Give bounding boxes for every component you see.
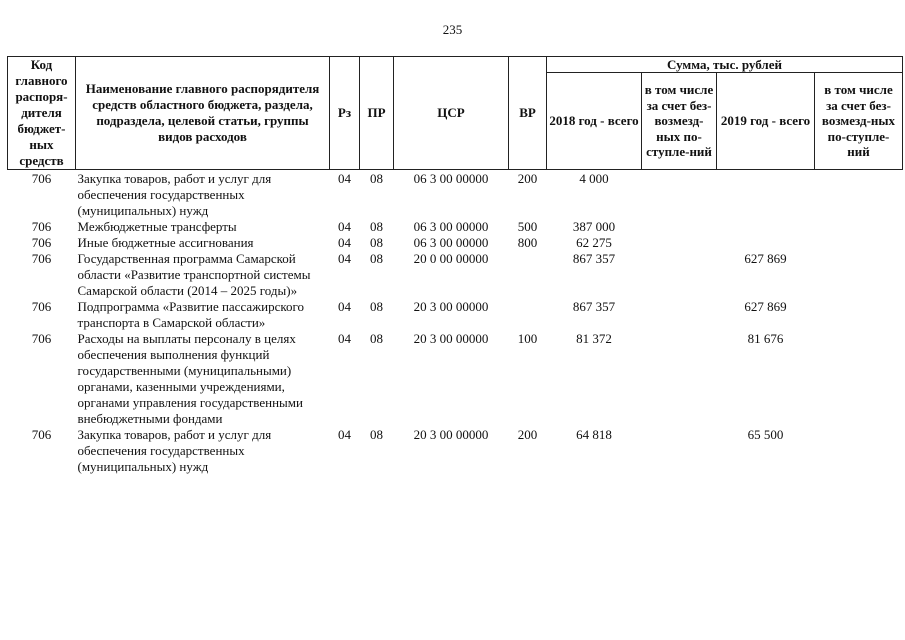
cell-2019-total: 65 500	[747, 427, 784, 442]
cell-code: 706	[31, 331, 52, 346]
cell-rz: 04	[338, 235, 351, 250]
table-row	[8, 251, 903, 299]
cell-2018-total: 64 818	[576, 427, 612, 442]
cell-2019-total	[717, 235, 815, 251]
cell-name: Межбюджетные трансферты	[77, 219, 237, 234]
page-number: 235	[442, 22, 463, 37]
cell-csr: 20 3 00 00000	[413, 299, 489, 314]
cell-2018-total: 387 000	[572, 219, 616, 234]
table-row	[8, 170, 903, 220]
header-code: Код главного распоря-дителя бюджет-ных средств	[8, 57, 76, 170]
cell-2018-total: 81 372	[576, 331, 612, 346]
header-csr: ЦСР	[394, 57, 509, 170]
cell-rz: 04	[338, 331, 351, 346]
cell-rz: 04	[338, 427, 351, 442]
cell-pr: 08	[370, 219, 383, 234]
header-2019-free: в том числе за счет без-возмезд-ных по-ступле-ний	[815, 73, 903, 170]
cell-csr: 20 3 00 00000	[413, 331, 489, 346]
cell-code: 706	[31, 299, 52, 314]
cell-vr	[509, 299, 547, 331]
cell-2018-total: 867 357	[572, 299, 616, 314]
cell-code: 706	[31, 219, 52, 234]
cell-code: 706	[31, 251, 52, 266]
table-row	[8, 331, 903, 427]
cell-vr: 100	[517, 331, 538, 346]
cell-pr: 08	[370, 251, 383, 266]
cell-vr: 800	[517, 235, 538, 250]
cell-pr: 08	[370, 299, 383, 314]
cell-pr: 08	[370, 235, 383, 250]
cell-2019-free	[815, 219, 903, 235]
cell-2018-free	[642, 235, 717, 251]
table-row	[8, 299, 903, 331]
cell-csr: 06 3 00 00000	[413, 235, 489, 250]
header-pr: ПР	[360, 57, 394, 170]
cell-2018-free	[642, 219, 717, 235]
cell-2018-free	[642, 170, 717, 220]
cell-rz: 04	[338, 299, 351, 314]
cell-2019-total: 627 869	[744, 299, 787, 314]
cell-2019-free	[815, 235, 903, 251]
cell-vr: 200	[517, 427, 538, 442]
cell-pr: 08	[370, 331, 383, 346]
cell-name: Закупка товаров, работ и услуг для обеспечения государственных (муниципальных) нужд	[77, 171, 272, 218]
cell-2019-total	[717, 219, 815, 235]
cell-name: Подпрограмма «Развитие пассажирского транспорта в Самарской области»	[77, 299, 305, 330]
cell-2018-free	[642, 299, 717, 331]
table-row	[8, 235, 903, 251]
cell-2019-total: 81 676	[747, 331, 784, 346]
cell-vr: 200	[517, 171, 538, 186]
cell-code: 706	[31, 427, 52, 442]
cell-2018-free	[642, 427, 717, 475]
table-body	[8, 170, 903, 476]
cell-rz: 04	[338, 251, 351, 266]
cell-rz: 04	[338, 171, 351, 186]
cell-name: Иные бюджетные ассигнования	[77, 235, 254, 250]
header-rz: Рз	[330, 57, 360, 170]
header-name: Наименование главного распорядителя средств областного бюджета, раздела, подраздела, целевой статьи, группы видов расходов	[76, 57, 330, 170]
cell-csr: 20 0 00 00000	[413, 251, 489, 266]
cell-pr: 08	[370, 427, 383, 442]
cell-2018-free	[642, 251, 717, 299]
cell-code: 706	[31, 235, 52, 250]
header-2019-total: 2019 год - всего	[717, 73, 815, 170]
cell-2018-total: 62 275	[576, 235, 612, 250]
table-row	[8, 219, 903, 235]
cell-vr: 500	[517, 219, 538, 234]
table-row	[8, 427, 903, 475]
table-header	[8, 57, 903, 170]
header-sum: Сумма, тыс. рублей	[547, 57, 903, 73]
budget-table	[7, 56, 903, 475]
header-2018-total: 2018 год - всего	[547, 73, 642, 170]
cell-2019-total	[717, 170, 815, 220]
cell-2019-free	[815, 299, 903, 331]
cell-name: Государственная программа Самарской области «Развитие транспортной системы Самарской области (2014 – 2025 годы)»	[77, 251, 311, 298]
header-2018-free: в том числе за счет без-возмезд-ных по-ступле-ний	[642, 73, 717, 170]
cell-rz: 04	[338, 219, 351, 234]
cell-csr: 06 3 00 00000	[413, 171, 489, 186]
cell-2018-free	[642, 331, 717, 427]
cell-vr	[509, 251, 547, 299]
cell-2018-total: 4 000	[579, 171, 609, 186]
header-vr: ВР	[509, 57, 547, 170]
cell-csr: 06 3 00 00000	[413, 219, 489, 234]
cell-name: Закупка товаров, работ и услуг для обеспечения государственных (муниципальных) нужд	[77, 427, 272, 474]
cell-pr: 08	[370, 171, 383, 186]
cell-2019-total: 627 869	[744, 251, 787, 266]
cell-name: Расходы на выплаты персоналу в целях обеспечения выполнения функций государственными (муниципальными) органами, казенными учреждениями, органами управления государственными внебюджетными фондами	[77, 331, 303, 426]
cell-2019-free	[815, 427, 903, 475]
cell-2019-free	[815, 251, 903, 299]
cell-csr: 20 3 00 00000	[413, 427, 489, 442]
cell-2019-free	[815, 170, 903, 220]
cell-2019-free	[815, 331, 903, 427]
cell-code: 706	[31, 171, 52, 186]
cell-2018-total: 867 357	[572, 251, 616, 266]
